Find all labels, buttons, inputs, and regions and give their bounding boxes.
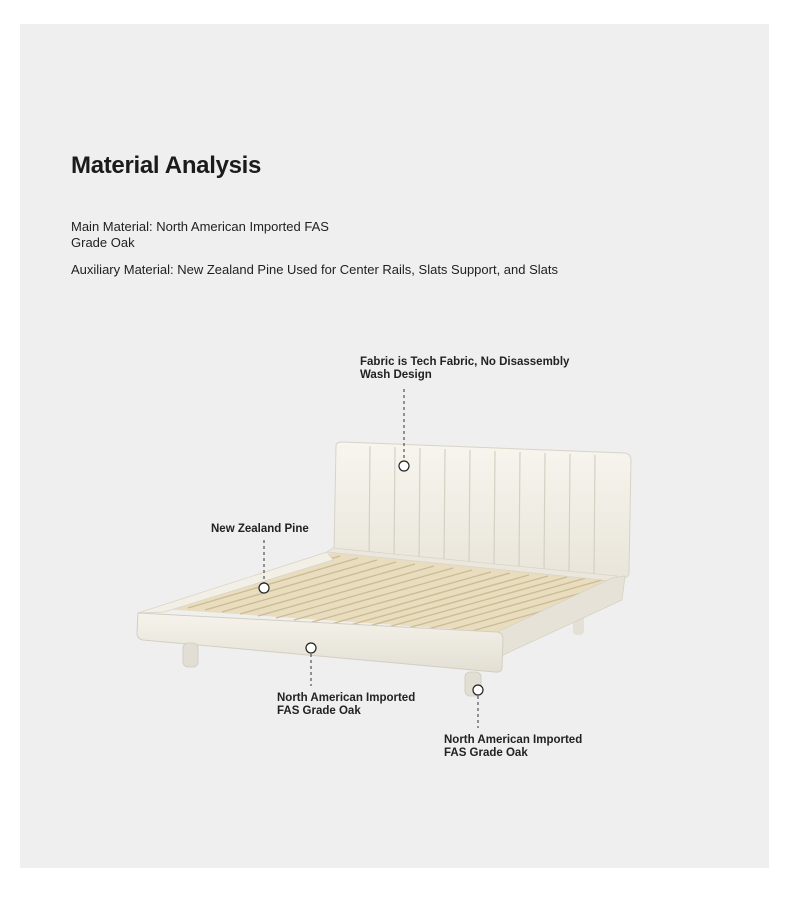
fabric-marker: [399, 461, 409, 471]
auxiliary-material-text: Auxiliary Material: New Zealand Pine Used for Center Rails, Slats Support, and Slats: [71, 262, 558, 277]
callout-oak-frame-line2: FAS Grade Oak: [277, 705, 361, 717]
callout-oak-frame-line1: North American Imported: [277, 692, 416, 704]
oak-leg-marker: [473, 685, 483, 695]
main-material-text-line1: Main Material: North American Imported FAS: [71, 219, 329, 234]
callout-fabric-line2: Wash Design: [360, 369, 432, 381]
oak-frame-marker: [306, 643, 316, 653]
callout-pine: New Zealand Pine: [211, 523, 309, 535]
callout-fabric: [360, 356, 569, 382]
callout-oak-frame: [277, 692, 415, 718]
callout-fabric-line1: Fabric is Tech Fabric, No Disassembly: [360, 356, 570, 368]
callout-oak-leg-line1: North American Imported: [444, 734, 583, 746]
pine-marker: [259, 583, 269, 593]
callout-oak-leg-line2: FAS Grade Oak: [444, 747, 528, 759]
callout-oak-leg: [444, 734, 582, 760]
main-material-text-line2: Grade Oak: [71, 235, 135, 250]
section-title: Material Analysis: [71, 152, 262, 179]
bed-leg-front-left: [183, 643, 198, 667]
